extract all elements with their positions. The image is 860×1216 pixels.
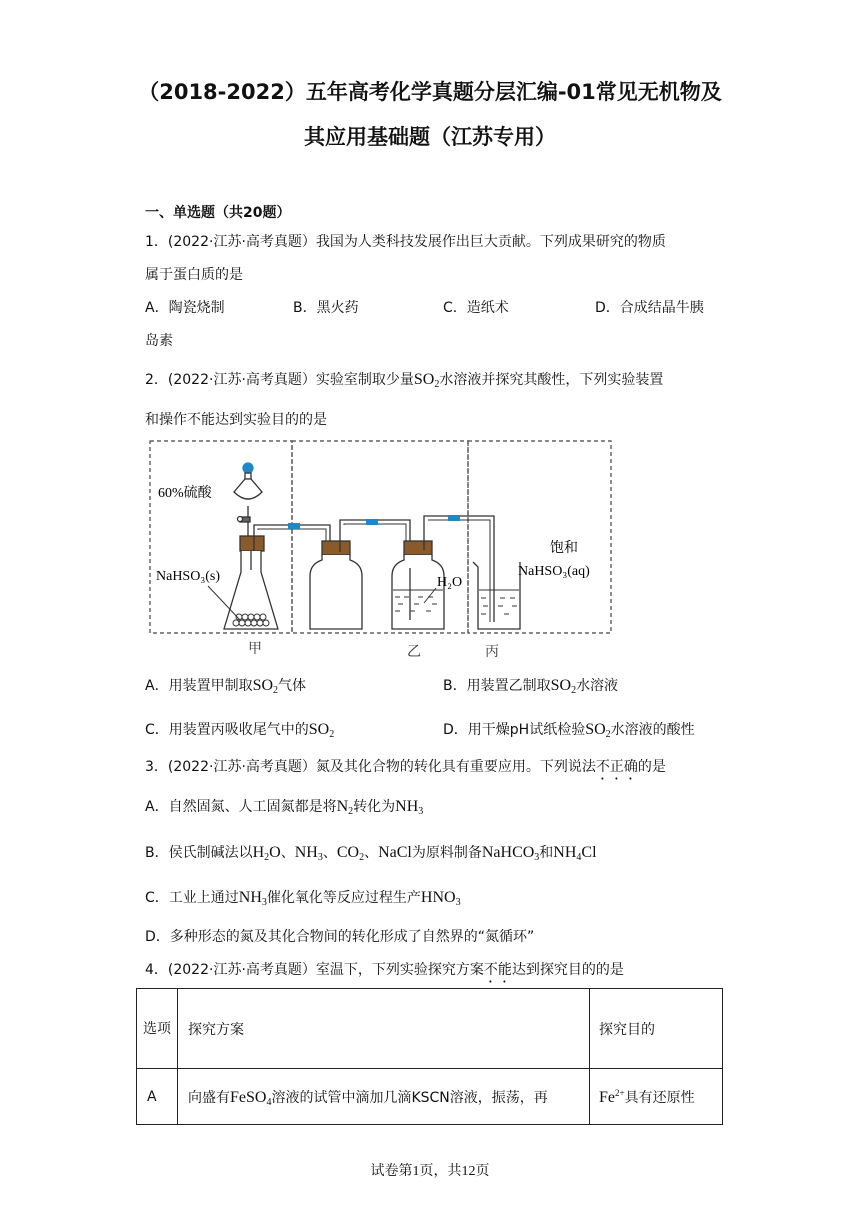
clamp-3: [448, 515, 460, 521]
header-goal: 探究目的: [590, 989, 723, 1069]
q1-option-d: D．合成结晶牛胰: [595, 300, 704, 316]
box-bing: [468, 441, 611, 633]
label-solid: NaHSO₃(s): [156, 569, 220, 584]
label-saturated: 饱和: [550, 541, 578, 556]
row-a-plan: 向盛有FeSO$_4$溶液的试管中滴加几滴KSCN溶液，振荡，再: [178, 1069, 590, 1125]
header-plan: 探究方案: [178, 989, 590, 1069]
header-option: 选项: [137, 989, 178, 1069]
label-bing: 丙: [485, 644, 499, 660]
q3-option-d: D．多种形态的氮及其化合物间的转化形成了自然界的“氮循环”: [145, 929, 535, 945]
q4-stem: 4．(2022·江苏·高考真题）室温下，下列实验探究方案不能达到探究目的的是: [145, 962, 624, 978]
beaker: [473, 562, 520, 629]
label-water: H₂O: [437, 575, 463, 590]
section-header: 一、单选题（共20题）: [145, 205, 291, 221]
page-title-line1: （2018-2022）五年高考化学真题分层汇编-01常见无机物及: [138, 80, 722, 104]
page-title-line2: 其应用基础题（江苏专用）: [304, 125, 556, 149]
q2-stem-line1: 2．(2022·江苏·高考真题）实验室制取少量$SO_2$水溶液并探究其酸性，下列实验装置: [145, 371, 664, 390]
q3-option-b: B．侯氏制碱法以$H_2O$、$NH_3$、$CO_2$、NaCl为原料制备NaHCO$_3$和$NH_4Cl$: [145, 844, 597, 863]
beaker-solution: [479, 590, 519, 614]
q2-option-d: D．用干燥pH试纸检验$SO_2$水溶液的酸性: [443, 721, 695, 740]
q3-stem: 3．(2022·江苏·高考真题）氮及其化合物的转化具有重要应用。下列说法不正确的是: [145, 759, 666, 775]
formula-so2: $SO_2$: [413, 371, 440, 390]
table-header-row: [137, 989, 723, 1069]
solid-particles: [233, 614, 269, 626]
q1-option-c: C．造纸术: [443, 300, 509, 316]
q2-option-a: A．用装置甲制取$SO_2$气体: [145, 677, 307, 696]
row-a-goal: $Fe^{2+}$具有还原性: [590, 1069, 723, 1125]
q1-option-a: A．陶瓷烧制: [145, 300, 225, 316]
q2-option-b: B．用装置乙制取$SO_2$水溶液: [443, 677, 619, 696]
clamp-2: [366, 519, 378, 525]
q2-stem-line2: 和操作不能达到实验目的的是: [145, 412, 327, 428]
q1-stem-line2: 属于蛋白质的是: [145, 267, 243, 283]
label-nahso3-aq: NaHSO₃(aq): [518, 564, 590, 579]
q1-stem-line1: 1．(2022·江苏·高考真题）我国为人类科技发展作出巨大贡献。下列成果研究的物质: [145, 234, 666, 250]
q3-option-c: C．工业上通过$NH_3$催化氧化等反应过程生产$HNO_3$: [145, 889, 461, 908]
q4-table: [136, 988, 723, 1125]
q1-option-d-cont: 岛素: [145, 333, 173, 349]
apparatus-figure: [148, 440, 614, 662]
q3-option-a: A．自然固氮、人工固氮都是将$N_2$转化为$NH_3$: [145, 798, 424, 817]
label-yi: 乙: [407, 644, 421, 660]
gas-bottle-1: [310, 525, 362, 629]
label-jia: 甲: [248, 641, 262, 657]
page-footer: 试卷第1页，共12页: [370, 1164, 490, 1179]
q2-option-c: C．用装置丙吸收尾气中的$SO_2$: [145, 721, 335, 740]
table-row: [137, 1069, 723, 1125]
label-acid: 60%硫酸: [158, 486, 212, 501]
q1-option-b: B．黑火药: [293, 300, 359, 316]
row-a-label: A: [137, 1069, 178, 1125]
clamp-1: [288, 523, 300, 529]
